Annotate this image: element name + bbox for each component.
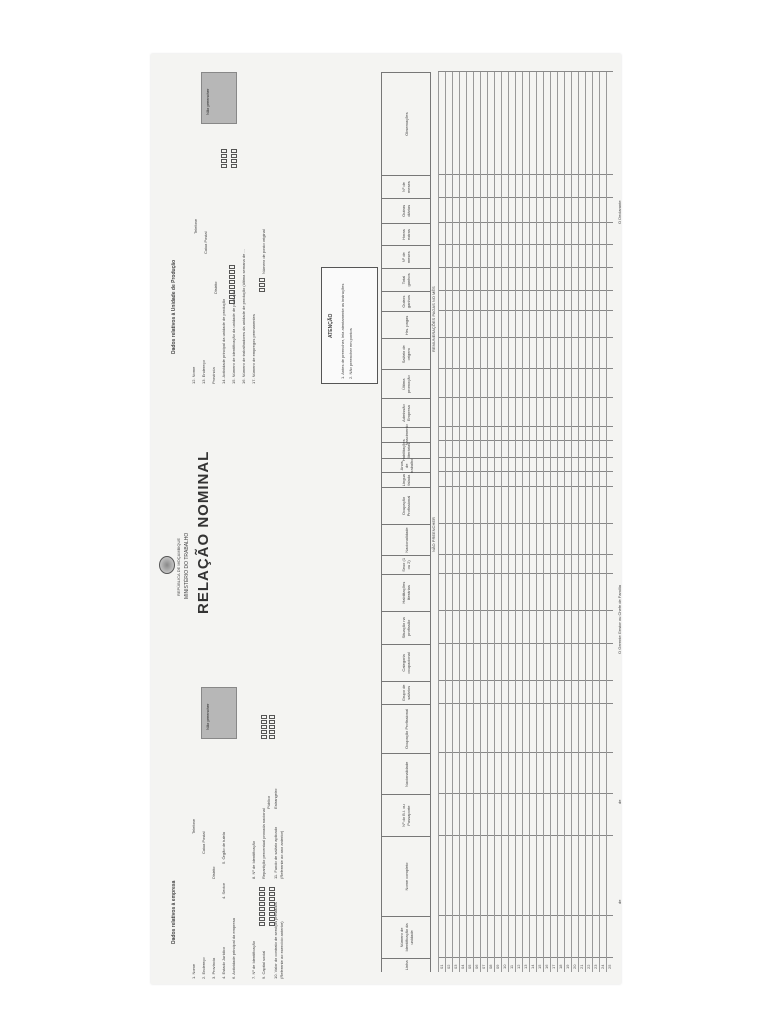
table-row <box>515 72 516 972</box>
row-number: 01 <box>439 964 444 969</box>
signature-label: O Gerente Gestor ou Chefe de Família <box>617 585 622 654</box>
company-nib: 8. Nº de Identificação <box>251 841 256 879</box>
rep-digits-1 <box>261 715 267 739</box>
row-number: 22 <box>586 964 591 969</box>
column-header: Ocupação Profissional <box>382 487 430 524</box>
unit-box-digits-2 <box>231 149 237 168</box>
column-header: Categoria ocupacional <box>382 644 430 681</box>
column-divider <box>438 680 613 681</box>
column-header: Grupo de salários <box>382 681 430 704</box>
table-row <box>508 72 509 972</box>
row-number: 19 <box>565 964 570 969</box>
company-fundo-ref: (Referente ao ano anterior) <box>279 830 284 879</box>
unit-field: 14. Actividade principal da unidade de produção <box>221 298 226 384</box>
table-row <box>599 72 600 972</box>
table-row <box>473 72 474 972</box>
unit-telefone: Telefone <box>193 218 198 234</box>
company-nuit: 7. Nº de Identificação <box>251 941 256 979</box>
column-header: Sexo (1 ou 2) <box>382 555 430 574</box>
column-header: Horas extras <box>382 223 430 246</box>
company-distrito: Distrito <box>211 866 216 879</box>
band-label-left: NÃO PREENCHER <box>431 517 436 552</box>
unit-heading: Dados relativos à Unidade de Produção <box>171 259 177 354</box>
band-label-mid: REMUNERAÇÕES PAGAS NO MÊS <box>431 286 436 352</box>
column-header: Observações <box>382 72 430 175</box>
unit-field: 16. Número de trabalhadores da unidade de produção (última semana de ... <box>241 249 246 384</box>
row-number: 25 <box>607 964 612 969</box>
company-ref-ano: (Referente ao exercício anterior) <box>279 921 284 979</box>
attention-line-1: 1. Antes de preencher, leia atentamente as instruções <box>340 283 345 379</box>
reserved-box-right <box>201 72 237 124</box>
row-number: 24 <box>600 964 605 969</box>
column-divider <box>438 397 613 398</box>
unit-box-digits-1 <box>221 149 227 168</box>
column-header: Nome completo <box>382 836 430 917</box>
reserved-label-left: Não preencher <box>205 703 210 730</box>
column-divider <box>438 426 613 427</box>
unit-field: Província <box>211 367 216 384</box>
table-row <box>592 72 593 972</box>
company-field: 2. Endereço <box>201 957 206 979</box>
column-divider <box>438 310 613 311</box>
unit-postos: Número de posto original <box>261 229 266 274</box>
row-number: 08 <box>488 964 493 969</box>
column-header: Hrs. pagas <box>382 311 430 338</box>
column-divider <box>438 267 613 268</box>
table-row <box>543 72 544 972</box>
company-estrangeiro: Estrangeiro <box>273 788 278 809</box>
column-divider <box>438 752 613 753</box>
column-header: Linha <box>382 958 430 972</box>
employee-table <box>381 72 613 972</box>
scanned-form-sheet <box>151 54 621 984</box>
table-row <box>522 72 523 972</box>
column-header: Nacionalidade <box>382 753 430 794</box>
row-number: 06 <box>474 964 479 969</box>
column-header: Anos de trabalho <box>382 458 430 472</box>
column-divider <box>438 471 613 472</box>
table-row <box>459 72 460 972</box>
table-row <box>557 72 558 972</box>
ministry-label: MINISTÉRIO DO TRABALHO <box>184 532 190 599</box>
column-divider <box>438 703 613 704</box>
date-mark-1: de <box>617 799 622 804</box>
declarante-label: O Declarante <box>617 200 622 224</box>
unit-id-digits <box>229 265 235 304</box>
table-row <box>536 72 537 972</box>
table-row <box>501 72 502 972</box>
attention-heading: ATENÇÃO <box>328 313 334 338</box>
unit-field: 17. Número de empregos permanentes <box>251 314 256 384</box>
column-divider <box>438 197 613 198</box>
company-sector: 4. Sector <box>221 882 226 899</box>
table-row <box>606 72 607 972</box>
row-number: 15 <box>537 964 542 969</box>
row-number: 05 <box>467 964 472 969</box>
column-header: Total ganhos <box>382 268 430 291</box>
company-rep: Repartição percentual provada nacional <box>261 808 266 879</box>
column-divider <box>438 222 613 223</box>
column-divider <box>438 610 613 611</box>
company-field: 3. Província <box>211 957 216 979</box>
row-number: 12 <box>516 964 521 969</box>
column-header: Nº de meses <box>382 175 430 198</box>
table-row <box>578 72 579 972</box>
column-divider <box>438 368 613 369</box>
column-header: Língua falada <box>382 472 430 486</box>
row-number: 23 <box>593 964 598 969</box>
attention-box <box>321 267 378 384</box>
row-number: 04 <box>460 964 465 969</box>
table-row <box>466 72 467 972</box>
row-number: 20 <box>572 964 577 969</box>
column-divider <box>438 573 613 574</box>
unit-field: 15. Número de identificação da unidade de produção <box>231 289 236 384</box>
column-header: Salário de origem <box>382 338 430 369</box>
unit-postos-digits <box>259 278 265 292</box>
unit-field: 13. Endereço <box>201 360 206 384</box>
row-number: 16 <box>544 964 549 969</box>
column-header: Nº de meses <box>382 245 430 268</box>
column-divider <box>438 554 613 555</box>
column-header: Admissão Empresa <box>382 398 430 427</box>
company-capital: 9. Capital social <box>261 950 266 979</box>
column-divider <box>438 835 613 836</box>
column-header: Habilitações literárias <box>382 442 430 459</box>
table-row <box>585 72 586 972</box>
column-header: Outros ganhos <box>382 291 430 312</box>
column-header: Nascimento <box>382 427 430 441</box>
company-field: 6. Actividade principal da empresa <box>231 918 236 979</box>
column-divider <box>438 337 613 338</box>
company-fundo: 11. Fundo de salário aplicado <box>273 826 278 879</box>
reserved-box-left <box>201 687 237 739</box>
row-number: 14 <box>530 964 535 969</box>
column-header: Nacionalidade <box>382 524 430 555</box>
capital-digits <box>269 887 275 926</box>
table-row <box>494 72 495 972</box>
row-number: 17 <box>551 964 556 969</box>
column-divider <box>438 915 613 916</box>
table-row <box>452 72 453 972</box>
column-divider <box>438 457 613 458</box>
coat-of-arms-seal <box>159 556 175 574</box>
column-header: Habilitações literárias <box>382 574 430 611</box>
nuit-digits <box>259 887 265 926</box>
row-number: 02 <box>446 964 451 969</box>
column-header: Situação na profissão <box>382 611 430 644</box>
column-divider <box>438 793 613 794</box>
table-row <box>529 72 530 972</box>
column-header: Outras diárias <box>382 198 430 223</box>
unit-distrito: Distrito <box>213 281 218 294</box>
column-divider <box>438 244 613 245</box>
unit-caixa-postal: Caixa Postal <box>203 231 208 254</box>
row-number: 09 <box>495 964 500 969</box>
unit-field: 12. Nome <box>191 366 196 384</box>
company-heading: Dados relativos à empresa <box>171 880 177 944</box>
company-orgao: 5. Órgão de tutela <box>221 831 226 864</box>
table-row <box>571 72 572 972</box>
column-header: Nº do B.I. ou Passaporte <box>382 794 430 835</box>
reserved-label-right: Não preencher <box>205 88 210 115</box>
attention-line-2: 2. Não preencher em pontos <box>348 328 353 379</box>
page-title: RELAÇÃO NOMINAL <box>195 450 212 614</box>
company-field: 1. Nome <box>191 963 196 979</box>
column-divider <box>438 290 613 291</box>
column-divider <box>438 523 613 524</box>
column-divider <box>438 174 613 175</box>
row-number: 11 <box>509 964 514 969</box>
table-row <box>445 72 446 972</box>
company-caixa-postal: Caixa Postal <box>201 831 206 854</box>
company-field: 4. Estado Jurídico <box>221 946 226 979</box>
table-row <box>487 72 488 972</box>
table-row <box>438 72 439 972</box>
row-number: 18 <box>558 964 563 969</box>
company-telefone: Telefone <box>191 818 196 834</box>
column-header: Número de Identificação da unidade <box>382 916 430 957</box>
table-row <box>550 72 551 972</box>
column-divider <box>438 71 613 72</box>
column-divider <box>438 441 613 442</box>
column-divider <box>438 957 613 958</box>
row-number: 07 <box>481 964 486 969</box>
row-number: 21 <box>579 964 584 969</box>
column-header: Última promoção <box>382 369 430 398</box>
table-row <box>564 72 565 972</box>
row-number: 10 <box>502 964 507 969</box>
company-publico: Público <box>266 795 271 809</box>
date-mark-2: de <box>617 899 622 904</box>
table-header <box>381 72 431 972</box>
column-divider <box>438 643 613 644</box>
column-divider <box>438 486 613 487</box>
rep-digits-2 <box>269 715 275 739</box>
republic-label: REPÚBLICA DE MOÇAMBIQUE <box>176 537 181 596</box>
table-row <box>480 72 481 972</box>
row-number: 03 <box>453 964 458 969</box>
column-header: Ocupação Profissional <box>382 704 430 754</box>
table-body <box>438 72 613 972</box>
company-valor: 10. Valor do contrato de serviços prestados <box>273 902 278 979</box>
row-number: 13 <box>523 964 528 969</box>
